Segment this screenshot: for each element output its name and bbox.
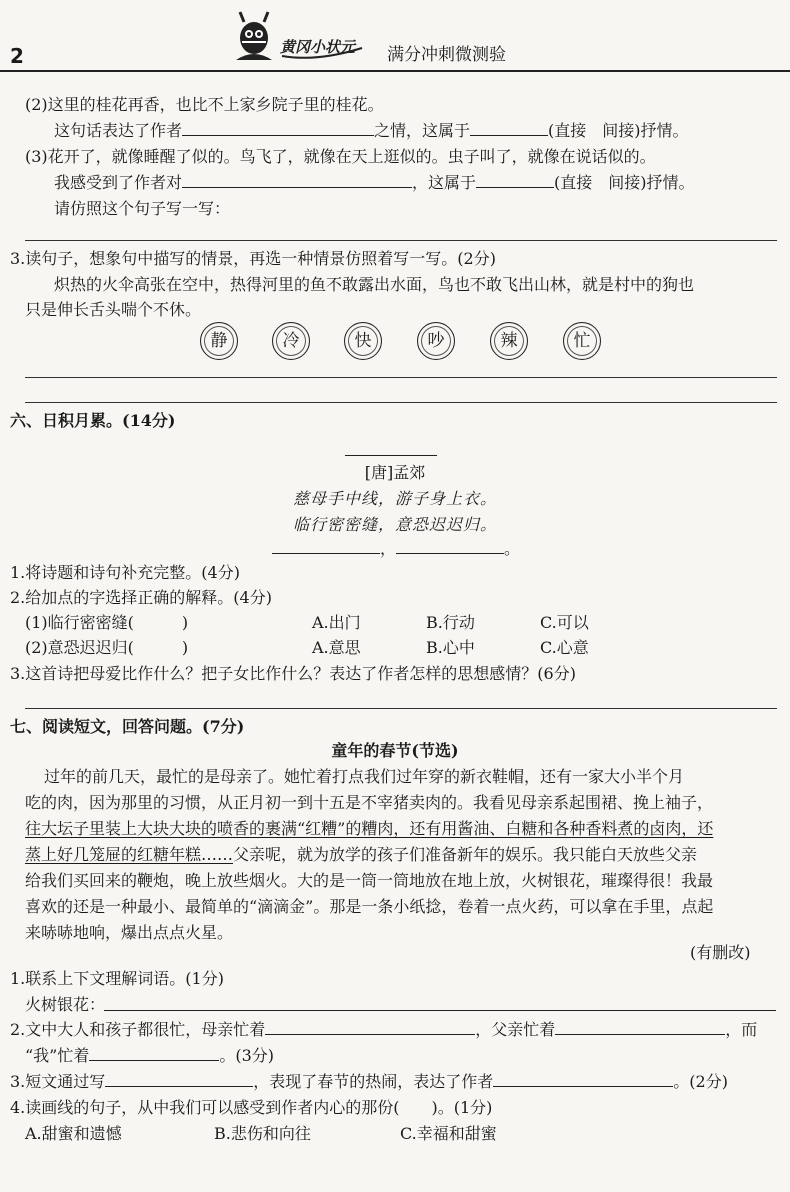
poem-line-3-blanks: ， 。 xyxy=(272,538,520,560)
header-divider xyxy=(0,70,790,72)
passage-note: (有删改) xyxy=(690,943,751,962)
option-b[interactable]: B.心中 xyxy=(426,638,475,657)
section6-title: 六、日积月累。(14分) xyxy=(10,411,176,430)
q2-item3-sentence: (3)花开了，就像睡醒了似的。鸟飞了，就像在天上逛似的。虫子叫了，就像在说话似的。 xyxy=(25,147,656,166)
brand-logo xyxy=(222,8,372,66)
q2-item2-sentence: (2)这里的桂花再香，也比不上家乡院子里的桂花。 xyxy=(25,95,384,114)
poem-line-1: 慈母手中线，游子身上衣。 xyxy=(292,489,497,508)
answer-blank[interactable] xyxy=(555,1019,725,1035)
sec6-q3: 3.这首诗把母爱比作什么？把子女比作什么？表达了作者怎样的思想感情？(6分) xyxy=(10,664,576,683)
answer-blank[interactable] xyxy=(476,172,554,188)
option-a[interactable]: A.意思 xyxy=(312,638,361,657)
answer-blank[interactable] xyxy=(265,1019,475,1035)
sec7-q4: 4.读画线的句子，从中我们可以感受到作者内心的那份( )。(1分) xyxy=(10,1098,493,1117)
answer-line[interactable] xyxy=(25,377,777,378)
answer-blank[interactable] xyxy=(396,538,504,554)
option-c[interactable]: C.心意 xyxy=(540,638,589,657)
answer-blank[interactable] xyxy=(105,1071,253,1087)
q3-text-line1: 炽热的火伞高张在空中，热得河里的鱼不敢露出水面，鸟也不敢飞出山林，就是村中的狗也 xyxy=(54,275,695,294)
q3-text-line2: 只是伸长舌头喘个不休。 xyxy=(25,300,202,319)
mascot-icon xyxy=(222,8,372,66)
sec7-q2-row2: “我”忙着 。(3分) xyxy=(25,1046,275,1065)
passage-line: 来哧哧地响，爆出点点火星。 xyxy=(25,923,234,942)
answer-line[interactable] xyxy=(25,240,777,241)
passage-line: 喜欢的还是一种最小、最简单的“滴滴金”。那是一条小纸捻，卷着一点火药，可以拿在手里，点起 xyxy=(25,897,714,916)
page-header xyxy=(0,0,790,78)
poem-author: [唐]孟郊 xyxy=(364,463,426,482)
passage-title: 童年的春节(节选) xyxy=(331,741,459,760)
q2-item3-answer-row: 我感受到了作者对 ，这属于 (直接 间接)抒情。 xyxy=(54,173,695,192)
passage-line: 过年的前几天，最忙的是母亲了。她忙着打点我们过年穿的新衣鞋帽，还有一家大小半个月 xyxy=(44,767,685,786)
q2-item2-answer-row: 这句话表达了作者 之情，这属于 (直接 间接)抒情。 xyxy=(54,121,689,140)
answer-line[interactable] xyxy=(25,708,777,709)
option-b[interactable]: B.悲伤和向往 xyxy=(214,1124,311,1143)
sec6-q1: 1.将诗题和诗句补充完整。(4分) xyxy=(10,563,240,582)
passage-line: 吃的肉，因为那里的习惯，从正月初一到十五是不宰猪卖肉的。我看见母亲系起围裙、挽上袖子， xyxy=(25,793,714,812)
option-a[interactable]: A.甜蜜和遗憾 xyxy=(25,1124,122,1143)
answer-line[interactable] xyxy=(25,402,777,403)
q3-prompt: 3.读句子，想象句中描写的情景，再选一种情景仿照着写一写。(2分) xyxy=(10,249,496,268)
header-title: 满分冲刺微测验 xyxy=(387,45,506,65)
passage-line: 给我们买回来的鞭炮，晚上放些烟火。大的是一筒一筒地放在地上放，火树银花，璀璨得很！我最 xyxy=(25,871,714,890)
answer-blank[interactable] xyxy=(182,172,412,188)
option-c[interactable]: C.可以 xyxy=(540,613,589,632)
answer-blank[interactable] xyxy=(272,538,380,554)
svg-text:黄冈小状元: 黄冈小状元 xyxy=(280,38,356,56)
option-b[interactable]: B.行动 xyxy=(426,613,475,632)
char-option-circle[interactable]: 辣 xyxy=(490,322,528,360)
passage-line-underlined: 往大坛子里装上大块大块的喷香的裹满“红糟”的糟肉，还有用酱油、白糖和各种香料煮的卤肉，还 xyxy=(25,819,714,838)
answer-blank[interactable] xyxy=(182,120,374,136)
sec7-q1: 1.联系上下文理解词语。(1分) xyxy=(10,969,224,988)
sec7-q2-row1: 2.文中大人和孩子都很忙，母亲忙着 ，父亲忙着 ，而 xyxy=(10,1020,758,1039)
sec6-q2-item2: (2)意恐迟迟归( ) xyxy=(25,638,189,657)
char-option-circle[interactable]: 快 xyxy=(344,322,382,360)
answer-blank[interactable] xyxy=(470,120,548,136)
char-option-circle[interactable]: 冷 xyxy=(272,322,310,360)
sec7-q1-word: 火树银花： xyxy=(25,995,106,1014)
sec6-q2-item1: (1)临行密密缝( ) xyxy=(25,613,189,632)
option-a[interactable]: A.出门 xyxy=(312,613,361,632)
char-option-circle[interactable]: 忙 xyxy=(563,322,601,360)
sec7-q3: 3.短文通过写 ，表现了春节的热闹，表达了作者 。(2分) xyxy=(10,1072,728,1091)
answer-blank[interactable] xyxy=(493,1071,673,1087)
poem-title-blank[interactable] xyxy=(345,440,437,456)
answer-blank[interactable] xyxy=(104,995,776,1011)
answer-blank[interactable] xyxy=(89,1045,219,1061)
q2-imitate-prompt: 请仿照这个句子写一写： xyxy=(54,199,231,218)
page-number: 2 xyxy=(10,44,24,68)
poem-line-2: 临行密密缝，意恐迟迟归。 xyxy=(292,515,497,534)
passage-line: 蒸上好几笼屉的红糖年糕……父亲呢，就为放学的孩子们准备新年的娱乐。我只能白天放些父亲 xyxy=(25,845,698,864)
sec6-q2: 2.给加点的字选择正确的解释。(4分) xyxy=(10,588,272,607)
char-option-circle[interactable]: 吵 xyxy=(417,322,455,360)
option-c[interactable]: C.幸福和甜蜜 xyxy=(400,1124,497,1143)
section7-title: 七、阅读短文，回答问题。(7分) xyxy=(10,717,245,736)
char-option-circle[interactable]: 静 xyxy=(200,322,238,360)
